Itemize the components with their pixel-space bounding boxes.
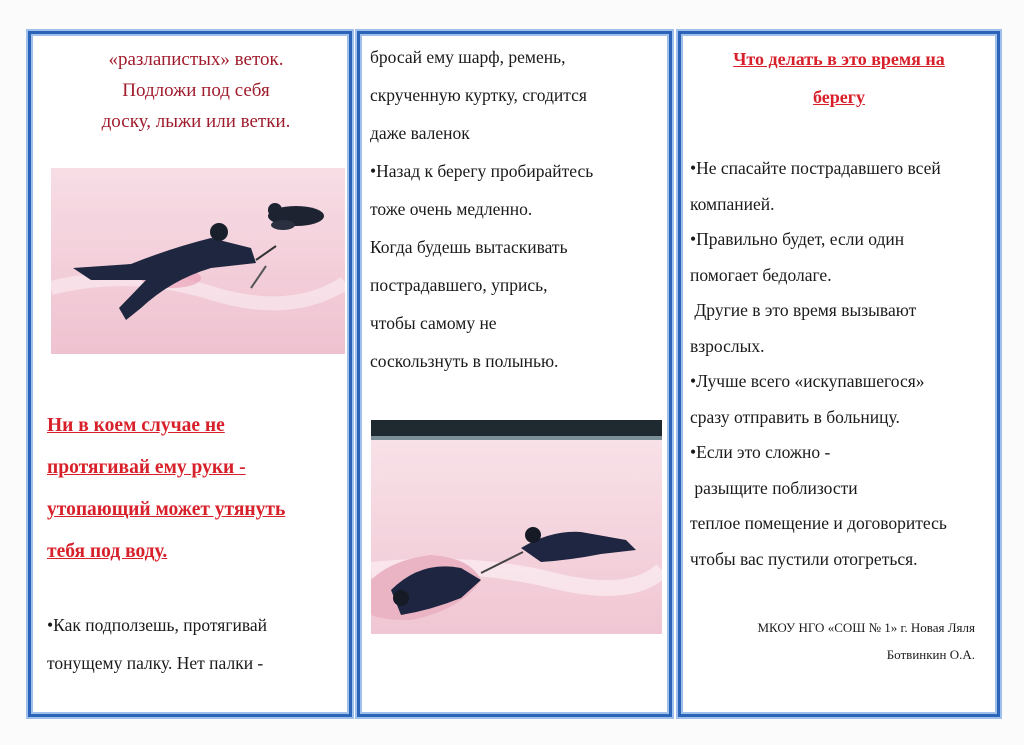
author-name: Ботвинкин О.А. [886, 647, 975, 662]
body-line: •Лучше всего «искупавшегося» [690, 371, 925, 391]
body-line: •Если это сложно - [690, 442, 831, 462]
body-line: Другие в это время вызывают [690, 300, 917, 320]
intro-line: «разлапистых» веток. [108, 49, 284, 70]
body-line: •Назад к берегу пробирайтесь [370, 161, 594, 181]
intro-line: Подложи под себя [122, 80, 270, 101]
body-line: чтобы вас пустили отогреться. [690, 548, 918, 569]
section-heading [681, 40, 997, 116]
body-line: помогает бедолаге. [690, 264, 832, 285]
body-line: скрученную куртку, сгодится [370, 85, 587, 105]
body-line: сразу отправить в больницу. [690, 406, 900, 427]
leaflet-panel-right [678, 31, 1000, 717]
body-line: •Как подползешь, протягивай [47, 615, 268, 635]
body-text [47, 606, 267, 682]
body-line: соскользнуть в полынью. [370, 351, 559, 371]
body-line: даже валенок [370, 123, 470, 143]
body-line: чтобы самому не [370, 313, 497, 333]
heading-line: Что делать в это время на [733, 49, 945, 69]
body-text [690, 151, 947, 577]
body-text [370, 38, 593, 380]
warning-line: протягивай ему руки - [47, 457, 246, 478]
intro-text [51, 44, 341, 137]
body-line: тонущему палку. Нет палки - [47, 653, 264, 673]
body-line: пострадавшего, упрись, [370, 275, 548, 295]
photo-rescue-on-ice [371, 420, 662, 634]
body-line: теплое помещение и договоритесь [690, 513, 947, 533]
warning-line: Ни в коем случае не [47, 415, 225, 436]
body-line: взрослых. [690, 335, 765, 356]
author-credit [757, 614, 975, 668]
warning-text [47, 405, 285, 573]
photo-crawling-on-ice [51, 168, 345, 354]
body-line: компанией. [690, 193, 775, 214]
leaflet-panel-left [28, 31, 352, 717]
body-line: тоже очень медленно. [370, 199, 533, 219]
warning-line: утопающий может утянуть [47, 499, 286, 520]
body-line: разыщите поблизости [690, 477, 858, 498]
warning-line: тебя под воду. [47, 541, 168, 562]
body-line: Когда будешь вытаскивать [370, 237, 568, 257]
body-line: •Не спасайте пострадавшего всей [690, 158, 941, 178]
school-name: МКОУ НГО «СОШ № 1» г. Новая Ляля [757, 620, 975, 635]
intro-line: доску, лыжи или ветки. [101, 111, 291, 132]
body-line: бросай ему шарф, ремень, [370, 47, 566, 67]
heading-line: берегу [813, 87, 865, 107]
body-line: •Правильно будет, если один [690, 229, 905, 249]
leaflet-panel-middle [357, 31, 672, 717]
